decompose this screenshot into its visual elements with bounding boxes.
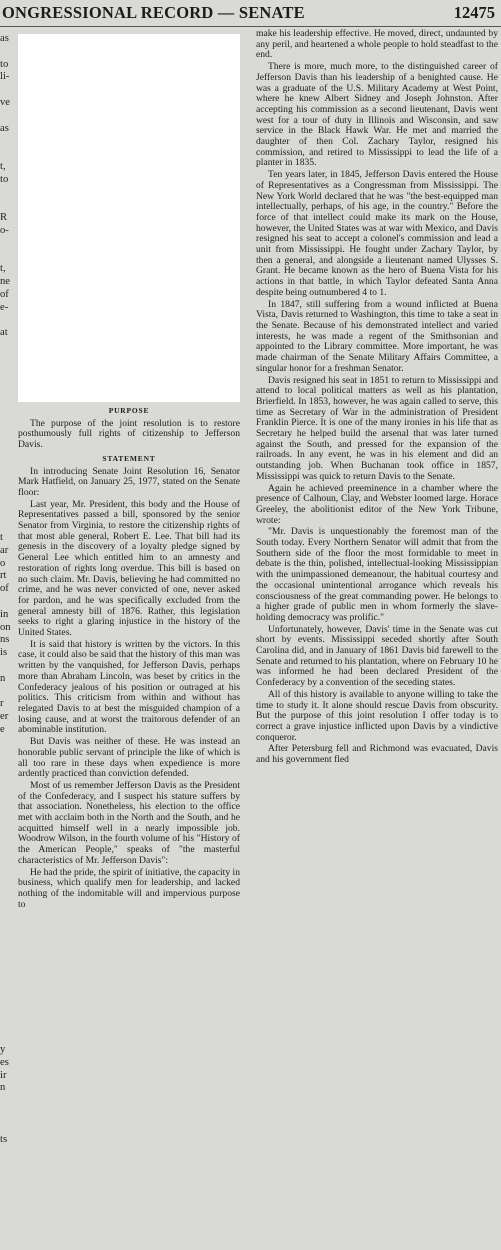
gutter-fragment [0,1211,12,1224]
gutter-fragment: n [0,1082,6,1094]
gutter-fragment [0,661,12,674]
gutter-fragment: r [0,698,4,710]
gutter-fragment: is [0,647,8,659]
statement-heading: STATEMENT [102,453,156,463]
page-number: 12475 [453,3,495,22]
gutter-fragment [0,495,12,508]
gutter-fragment: of [0,583,9,595]
gutter-fragment [0,1147,12,1160]
right-column [256,29,498,986]
gutter-fragment [0,456,12,469]
gutter-fragment [0,469,12,482]
gutter-fragment: ns [0,634,10,646]
gutter-fragment [0,482,12,495]
gutter-fragment [0,405,12,418]
gutter-fragment: t [0,532,3,544]
statement-paragraph: Most of us remember Jefferson Davis as the President of the Confederacy, and I suspect his stature suffers by that association. Nonetheless, his election to the office met with acclaim both in the North and the South, and he acquitted himself well in a nearly impossible job. Woodrow Wilson, in the fourth volume of his "History of the American People," speaks of "the masterful characteristics of Mr. Jefferson Davis": [18,779,240,866]
gutter-fragment [0,879,12,892]
body-paragraph: make his leadership effective. He moved, direct, undaunted by any peril, and heartened a whole people to hold steadfast to the end. [256,28,498,61]
gutter-fragment [0,341,12,354]
gutter-fragment: li- [0,71,10,83]
gutter-fragment: es [0,1056,9,1068]
gutter-fragment: e- [0,301,9,313]
gutter-fragment [0,136,12,149]
gutter-fragment [0,763,12,776]
gutter-fragment [0,1109,12,1122]
gutter-fragment [0,891,12,904]
gutter-fragment [0,981,12,994]
gutter-fragment: n [0,672,6,684]
gutter-fragment: ne [0,276,10,288]
gutter-fragment: at [0,327,8,339]
gutter-fragment: to [0,173,9,185]
gutter-fragment [0,47,12,60]
gutter-fragment [0,827,12,840]
gutter-fragment [0,1007,12,1020]
gutter-fragment: R [0,212,8,224]
purpose-heading: PURPOSE [108,406,150,415]
gutter-fragment [0,354,12,367]
gutter-fragment [0,1122,12,1135]
gutter-fragment: y [0,1043,6,1055]
gutter-fragment [0,751,12,764]
gutter-fragment [0,1224,12,1237]
gutter-fragment: as [0,33,9,44]
gutter-fragment [0,943,12,956]
statement-paragraph: He had the pride, the spirit of initiative, the capacity in business, which qualify men for leadership, and lacked nothing of the indomitable will and impervious purpose to [18,866,240,910]
publication-title: ONGRESSIONAL RECORD — SENATE [2,3,305,22]
gutter-fragment [0,853,12,866]
page-header [0,0,501,27]
gutter-fragment [0,776,12,789]
body-paragraph: Unfortunately, however, Davis' time in the Senate was cut short by events. Mississippi seceded shortly after South Carolina did, and in January of 1861 Davis bid farewell to the Senate and returned to his plantation, where on February 10 he was informed he had been declared President of the Confederacy by a convention of the seceding states. [256,623,498,689]
gutter-fragment: on [0,621,11,633]
body-paragraph: There is more, much more, to the distinguished career of Jefferson Davis than his leadership of a benighted cause. He was a graduate of the U.S. Military Academy at West Point, where he knew Albert Sidney and Joseph Johnston. After accepting his commission as a second lieutenant, Davis went west for a tour of duty in Illinois and Wisconsin, and saw service in the Black Hawk War. He met and married the daughter of then Col. Zachary Taylor, resigned his commission, and retired to Mississippi to lead the life of a planter in 1835. [256,61,498,169]
gutter-fragment [0,239,12,252]
gutter-fragment: o [0,557,6,569]
gutter-fragment: ir [0,1069,7,1081]
statement-paragraph: In introducing Senate Joint Resolution 16, Senator Mark Hatfield, on January 25, 1977, stated on the Senate floor: [18,465,240,498]
body-paragraph: After Petersburg fell and Richmond was evacuated, Davis and his government fled [256,743,498,766]
body-paragraph: All of this history is available to anyone willing to take the time to study it. It alone should rescue Davis from obscurity. But the purpose of this joint resolution I offer today is to correct a grave injustice inflicted upon Davis by a vindictive conqueror. [256,688,498,743]
body-paragraph: Ten years later, in 1845, Jefferson Davis entered the House of Representatives as a Congressman from Mississippi. The New York World declared that he was "the best-equipped man intellectually, perhaps, of his age, in the country." Before the force of that intellect could make its mark on the House, however, the United States was at war with Mexico, and Davis resigned his seat to accept a colonel's commission and lead a unit from Mississippi. He fought under Zachary Taylor, by then a general, and alongside a lieutenant named Ulysses S. Grant. He became known as the hero of Buena Vista for his actions in that battle, in which Taylor defeated Santa Anna despite being outnumbered 4 to 1. [256,169,498,298]
gutter-fragment: to [0,58,9,70]
gutter-fragment [0,789,12,802]
statement-paragraph: It is said that history is written by the victors. In this case, it could also be said that the history of this man was written by the vanquished, for Jefferson Davis, perhaps more than Abraham Lincoln, was beset by critics in the Confederacy jealous of his position or outraged at his politics. This criticism from within and without has relegated Davis to at best the misguided champion of a losing cause, and at worst the traitorous defender of an abominable institution. [18,638,240,736]
gutter-fragment [0,111,12,124]
gutter-fragment [0,1096,12,1109]
purpose-paragraph: The purpose of the joint resolution is to restore posthumously full rights of citizenship to Jefferson Davis. [18,417,240,451]
gutter-fragment: rt [0,570,7,582]
left-column [18,34,240,986]
gutter-fragment: t, [0,263,6,275]
gutter-fragment [0,930,12,943]
redacted-image-area [18,34,240,402]
gutter-fragment: ar [0,544,9,556]
gutter-fragment [0,1237,12,1250]
gutter-fragment: ve [0,96,10,108]
previous-column-fragments [0,33,12,1145]
gutter-fragment [0,392,12,405]
gutter-fragment [0,1186,12,1199]
gutter-fragment [0,188,12,201]
gutter-fragment [0,418,12,431]
gutter-fragment [0,1199,12,1212]
gutter-fragment [0,431,12,444]
gutter-fragment: of [0,288,9,300]
gutter-fragment: o- [0,224,9,236]
gutter-fragment [0,904,12,917]
gutter-fragment: in [0,608,9,620]
gutter-fragment [0,1019,12,1032]
gutter-fragment [0,1160,12,1173]
gutter-fragment [0,738,12,751]
body-paragraph: In 1847, still suffering from a wound inflicted at Buena Vista, Davis returned to Washington, this time to take a seat in the Senate. Because of his demonstrated intellect and varied interests, he was made a regent of the Smithsonian and appointed to the Library committee. More important, he was made chairman of the Senate Military Affairs Committee, a singular honor for a freshman Senator. [256,298,498,374]
gutter-fragment [0,597,12,610]
body-paragraph: Again he achieved preeminence in a chamber where the presence of Calhoun, Clay, and Webster loomed large. Horace Greeley, the abolitionist editor of the New York Tribune, wrote: [256,482,498,526]
gutter-fragment [0,866,12,879]
body-paragraph: Davis resigned his seat in 1851 to return to Mississippi and attend to local political matters as well as his plantation, Brierfield. In 1853, however, he was again called to serve, this time as Secretary of War in the administration of President Franklin Pierce. It is one of the many ironies in his life that as Secretary he helped build the arsenal that was later turned against the South, and pressed for the expansion of the railroads. In any event, he was in his element and did an outstanding job. When Buchanan took office in 1857, Mississippi was quick to return Davis to the Senate. [256,374,498,482]
gutter-fragment [0,840,12,853]
statement-paragraph: Last year, Mr. President, this body and the House of Representatives passed a bill, sponsored by the senior Senator from Virginia, to restore the citizenship rights of that most able general, Robert E. Lee. That bill had its genesis in the discovery of a loyalty pledge signed by General Lee which entitled him to an amnesty and restoration of rights long overdue. This bill is based on no such claim. Mr. Davis, believing he had committed no crime, and he was never convicted of one, never asked for pardon, and he was specifically excluded from the general amnesty bill of 1876. Rather, this legislation seeks to right a glaring injustice in the history of the United States. [18,498,240,639]
gutter-fragment [0,507,12,520]
gutter-fragment: er [0,711,9,723]
gutter-fragment [0,802,12,815]
gutter-fragment [0,955,12,968]
gutter-fragment: ts [0,1133,8,1145]
gutter-fragment: e [0,724,5,736]
gutter-fragment [0,444,12,457]
gutter-fragment [0,968,12,981]
gutter-fragment [0,367,12,380]
gutter-fragment: t, [0,160,6,172]
gutter-fragment [0,380,12,393]
gutter-fragment: as [0,122,9,134]
quote-paragraph: "Mr. Davis is unquestionably the foremost man of the South today. Every Northern Senator will admit that from the Southern side of the floor the most formidable to meet in debate is the thin, polished, intellectual-looking Mississippian with the unimpassioned demeanour, the habitual courtesy and the occasional unintentional arrogance which reveals his consciousness of the great commanding power. He belongs to a higher grade of public men in whom formerly the slave-holding democracy was prolific." [256,526,498,623]
gutter-fragment [0,917,12,930]
gutter-fragment [0,994,12,1007]
gutter-fragment [0,815,12,828]
statement-paragraph: But Davis was neither of these. He was instead an honorable public servant of principle the like of which is all too rare in these days when expedience is more ardently practiced than conviction defended. [18,736,240,780]
gutter-fragment [0,1173,12,1186]
